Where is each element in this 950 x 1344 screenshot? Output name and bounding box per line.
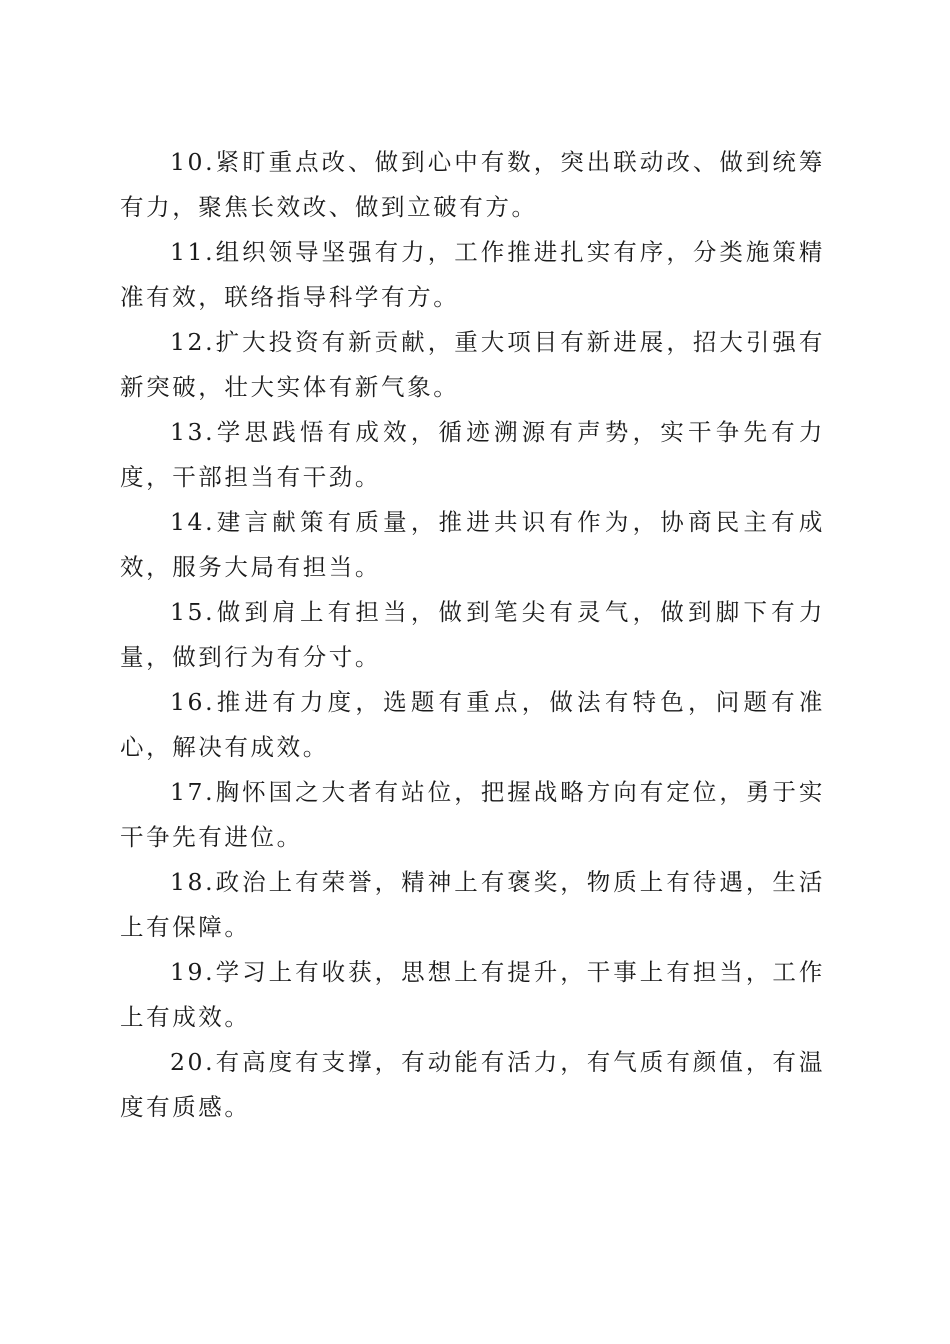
paragraph-11: 11.组织领导坚强有力，工作推进扎实有序，分类施策精准有效，联络指导科学有方。 (120, 238, 825, 311)
paragraph-15: 15.做到肩上有担当，做到笔尖有灵气，做到脚下有力量，做到行为有分寸。 (120, 598, 825, 671)
paragraph-17: 17.胸怀国之大者有站位，把握战略方向有定位，勇于实干争先有进位。 (120, 778, 825, 851)
document-body (120, 140, 825, 1130)
paragraph-19: 19.学习上有收获，思想上有提升，干事上有担当，工作上有成效。 (120, 958, 825, 1031)
paragraph-10: 10.紧盯重点改、做到心中有数，突出联动改、做到统筹有力，聚焦长效改、做到立破有方。 (120, 148, 825, 221)
paragraph-14: 14.建言献策有质量，推进共识有作为，协商民主有成效，服务大局有担当。 (120, 508, 825, 581)
paragraph-16: 16.推进有力度，选题有重点，做法有特色，问题有准心，解决有成效。 (120, 688, 825, 761)
paragraph-12: 12.扩大投资有新贡献，重大项目有新进展，招大引强有新突破，壮大实体有新气象。 (120, 328, 825, 401)
paragraph-13: 13.学思践悟有成效，循迹溯源有声势，实干争先有力度，干部担当有干劲。 (120, 418, 825, 491)
paragraph-20: 20.有高度有支撑，有动能有活力，有气质有颜值，有温度有质感。 (120, 1048, 825, 1121)
paragraph-18: 18.政治上有荣誉，精神上有褒奖，物质上有待遇，生活上有保障。 (120, 868, 825, 941)
